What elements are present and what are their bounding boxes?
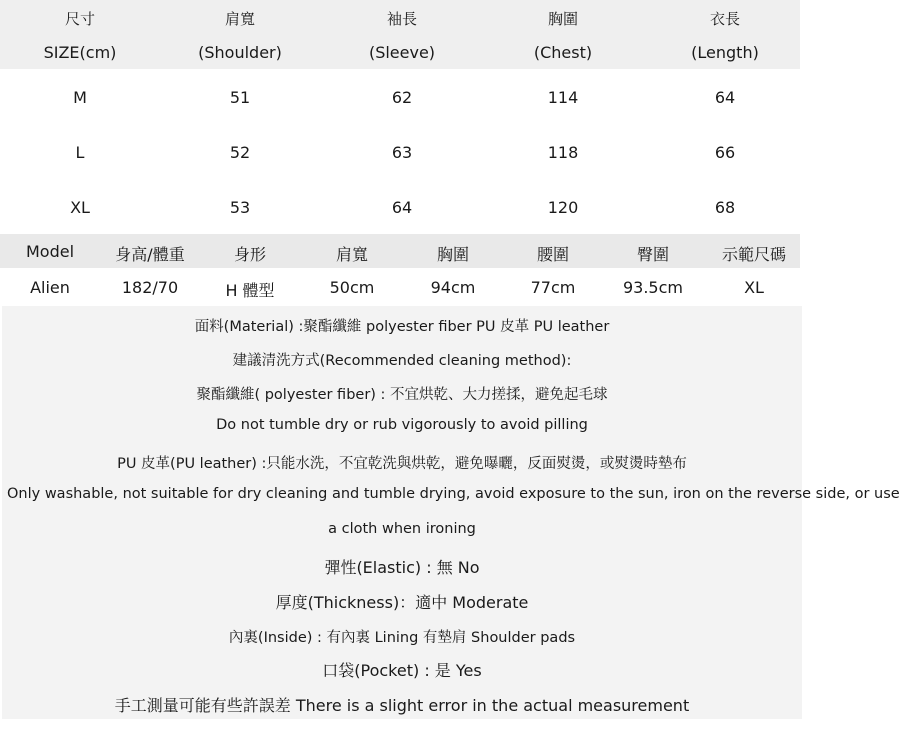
length-cell: 68 — [714, 198, 736, 217]
chest-header: 胸圍 — [436, 245, 469, 264]
pu-leather-care-zh: PU 皮革(PU leather) :只能水洗，不宜乾洗與烘乾，避免曝曬，反面熨燙，或熨燙時墊布 — [117, 456, 687, 472]
hip-header: 臀圍 — [636, 245, 669, 264]
pu-leather-care-en: Only washable, not suitable for dry cleaning and tumble drying, avoid exposure to the sun, iron on the reverse side, or use — [7, 486, 900, 502]
pu-leather-care-en-cont: a cloth when ironing — [328, 521, 476, 537]
inside-note: 內裏(Inside) : 有內裏 Lining 有墊肩 Shoulder pads — [228, 630, 576, 646]
shoulder-cell: 50cm — [329, 278, 375, 297]
product-notes — [2, 306, 900, 719]
table-row — [0, 70, 800, 124]
shoulder-cell: 52 — [229, 143, 251, 162]
demo-size-cell: XL — [744, 278, 764, 297]
pocket-note: 口袋(Pocket) : 是 Yes — [322, 661, 482, 680]
waist-header: 腰圍 — [536, 245, 569, 264]
size-cell: XL — [70, 198, 90, 217]
length-cell: 64 — [714, 88, 736, 107]
shoulder-cell: 53 — [229, 198, 251, 217]
sleeve-cell: 64 — [391, 198, 413, 217]
shoulder-header: 肩寬 — [335, 245, 368, 264]
size-header-zh: 尺寸 — [64, 10, 95, 28]
model-header: Model — [25, 242, 75, 261]
material-note: 面料(Material) :聚酯纖維 polyester fiber PU 皮革 PU leather — [194, 319, 610, 335]
sleeve-header-zh: 袖長 — [386, 10, 417, 28]
chest-cell: 94cm — [430, 278, 476, 297]
table-row — [0, 125, 800, 179]
polyester-care-zh: 聚酯纖維( polyester fiber) : 不宜烘乾、大力搓揉，避免起毛球 — [196, 387, 608, 403]
height-weight-header: 身高/體重 — [115, 245, 185, 264]
length-header-zh: 衣長 — [709, 10, 740, 28]
height-weight-cell: 182/70 — [121, 278, 179, 297]
elastic-note: 彈性(Elastic) : 無 No — [324, 558, 480, 577]
chest-cell: 118 — [547, 143, 579, 162]
sleeve-cell: 62 — [391, 88, 413, 107]
length-cell: 66 — [714, 143, 736, 162]
size-header-en: SIZE(cm) — [43, 43, 117, 62]
table-row — [0, 180, 800, 234]
sleeve-header-en: (Sleeve) — [368, 43, 436, 62]
chest-header-en: (Chest) — [533, 43, 593, 62]
waist-cell: 77cm — [530, 278, 576, 297]
thickness-note: 厚度(Thickness)：適中 Moderate — [275, 593, 529, 612]
shoulder-header-en: (Shoulder) — [198, 43, 282, 62]
model-table-header — [0, 234, 800, 268]
body-shape-header: 身形 — [233, 245, 266, 264]
size-table-header — [0, 0, 800, 69]
size-cell: L — [75, 143, 85, 162]
shoulder-header-zh: 肩寬 — [224, 10, 255, 28]
chest-cell: 120 — [547, 198, 579, 217]
size-cell: M — [73, 88, 87, 107]
table-row — [0, 270, 800, 304]
shoulder-cell: 51 — [229, 88, 251, 107]
measurement-error-note: 手工測量可能有些許誤差 There is a slight error in the actual measurement — [114, 696, 690, 715]
body-shape-cell: H 體型 — [225, 281, 275, 300]
polyester-care-en: Do not tumble dry or rub vigorously to avoid pilling — [216, 417, 588, 433]
model-name-cell: Alien — [30, 278, 70, 297]
sleeve-cell: 63 — [391, 143, 413, 162]
chest-cell: 114 — [547, 88, 579, 107]
chest-header-zh: 胸圍 — [547, 10, 578, 28]
demo-size-header: 示範尺碼 — [721, 245, 786, 264]
hip-cell: 93.5cm — [622, 278, 683, 297]
cleaning-method-title: 建議清洗方式(Recommended cleaning method): — [232, 353, 572, 369]
length-header-en: (Length) — [691, 43, 759, 62]
